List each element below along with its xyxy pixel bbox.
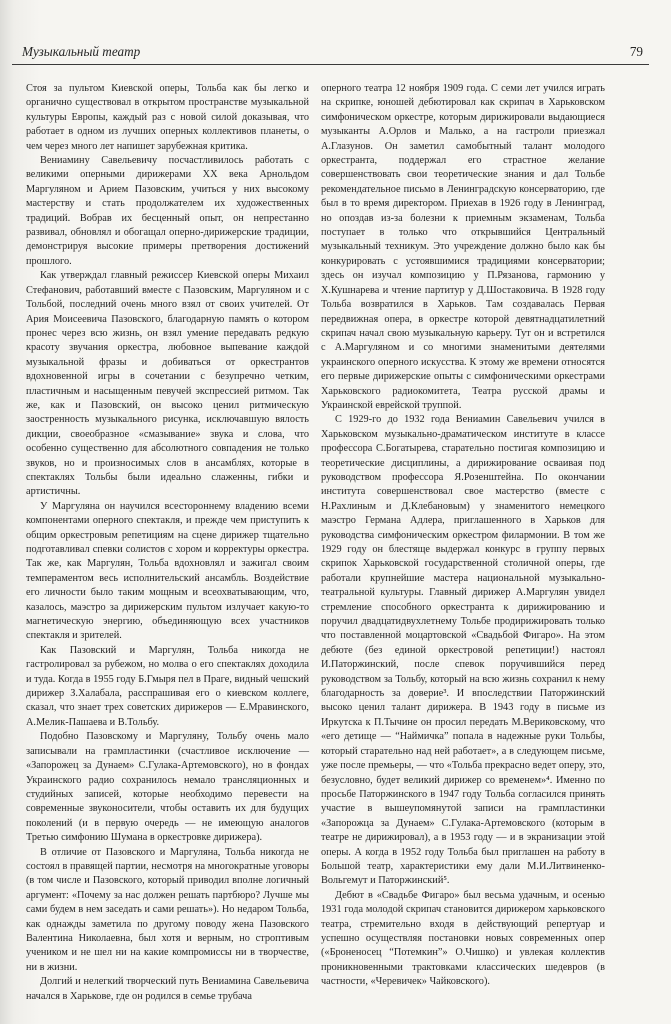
- right-text-column: [321, 82, 605, 990]
- paragraph: У Маргуляна он научился всестороннему владению всеми компонентами оперного спектакля, и прежде чем приступить к общим оркестровым репетициям на сцене дирижер тщательно подготавливал спевки солистов с хором и корректуры оркестра. Так же, как Маргулян, Тольба вдохновлял и зажигал своим темпераментом весь исполнительский ансамбль. Воздействие его личности было таким мощным и всеохватывающим, что, казалось, маэстро за дирижерским пультом излучает какую-то магнетическую энергию, объединяющую всех участников спектакля и зрителей.: [26, 500, 309, 642]
- paragraph: Вениамину Савельевичу посчастливилось работать с великими оперными дирижерами XX века Арнольдом Маргуляном и Арием Пазовским, учиться у них высокому мастерству и стать продолжателем их художественных традиций. Вобрав их бесценный опыт, он непрестанно развивал, обновлял и обогащал оперно-дирижерские традиции, демонстрируя высокие примеры претворения достижений прошлого.: [26, 155, 309, 267]
- paragraph: Долгий и нелегкий творческий путь Вениамина Савельевича начался в Харькове, где он родился в семье трубача: [26, 976, 309, 1002]
- header-divider: [12, 64, 649, 65]
- paragraph: оперного театра 12 ноября 1909 года. С семи лет учился играть на скрипке, юношей дебютировал как скрипач в Харьковском симфоническом оркестре, которым дирижировали выдающиеся музыканты А.Орлов и Малько, а на гастроли приезжал А.Глазунов. Он заметил самобытный талант молодого оркестранта, поддержал его страстное желание совершенствовать свои теоретические знания и дал Тольбе рекомендательное письмо в Ленинградскую консерваторию, где был в то время директором. Приехав в 1926 году в Ленинград, но опоздав из-за болезни к приемным экзаменам, Тольба поступает в только что открывшийся Центральный музыкальный техникум. Это учреждение должно было как бы конкурировать с устоявшимися традициями консерватории; здесь он изучал композицию у П.Рязанова, гармонию у Х.Кушнарева и чтение партитур у Д.Шостаковича. В 1928 году Тольба возвратился в Харьков. Там создавалась Первая передвижная опера, в оркестре которой девятнадцатилетний скрипач начал свою музыкальную карьеру. Тут он и встретился с А.Маргуляном и со многими знаменитыми деятелями украинского оперного искусства. К этому же времени относятся его первые дирижерские опыты с симфоническими оркестрами Харьковского радиокомитета, Театра русской драмы и Украинской еврейской труппой.: [321, 83, 605, 411]
- paragraph: Стоя за пультом Киевской оперы, Тольба как бы легко и органично существовал в открытом пространстве музыкальной культуры Европы, каждый раз с новой силой доказывая, что работает в одном из лучших оперных коллективов планеты, о чем через много лет напишет зарубежная критика.: [26, 83, 309, 152]
- page-number: 79: [629, 44, 643, 59]
- paragraph: Как Пазовский и Маргулян, Тольба никогда не гастролировал за рубежом, но молва о его спектаклях доходила и туда. Когда в 1955 году Б.Гмыря пел в Праге, видный чешский дирижер З.Халабала, расспрашивая его о киевском коллеге, сказал, что знает трех советских дирижеров — Е.Мравинского, А.Мелик-Пашаева и В.Тольбу.: [26, 644, 309, 728]
- section-title: Музыкальный театр: [22, 44, 141, 59]
- paragraph: Как утверждал главный режиссер Киевской оперы Михаил Стефанович, работавший вместе с Пазовским, Маргуляном и с Тольбой, последний очень много взял от своих учителей. От Ария Моисеевича Пазовского, благодарную память о котором пронес через всю жизнь, он взял умение передавать редкую красоту звучания оркестра, любовное выпевание каждой музыкальной фразы и добиваться от оркестрантов вдохновенной игры в сочетании с безупречно четким, пластичным и насыщенным певучей экспрессией ритмом. Так же, как и Пазовский, он высоко ценил ритмическую заостренность музыкального рисунка, исключавшую вялость дикции, своеобразное «смазывание» звука и слова, что особенно существенно для абсолютного совпадения не только звуков, но и произносимых слов в ансамблях, которые в спектаклях Тольбы были идеально слаженны, гибки и артистичны.: [26, 270, 309, 498]
- running-header: [12, 44, 649, 66]
- paragraph: С 1929-го до 1932 года Вениамин Савельевич учился в Харьковском музыкально-драматическом институте в классе профессора С.Богатырева, старательно постигая композицию и теоретические дисциплины, а дирижирование осваивая под руководством профессора Я.Розенштейна. По окончании института совершенствовал свое мастерство (вместе с Н.Рахлиным и Д.Клебановым) у знаменитого немецкого маэстро Германа Адлера, приглашенного в Харьков для руководства симфоническим оркестром филармонии. В том же 1929 году он блестяще выдержал конкурс в группу первых скрипок Харьковской государственной столичной оперы, где работали крупнейшие мастера национальной музыкально-театральной культуры. Главный дирижер А.Маргулян увидел стремление способного оркестранта к дирижированию и поручил двадцатидвухлетнему Тольбе продирижировать только что поставленной моцартовской «Свадьбой Фигаро». На этом дебюте (без единой оркестровой репетиции!) настоял И.Паторжинский, после спевок поручившийся перед руководством за Тольбу, который на всю жизнь сохранил к нему благодарность за доверие³. И впоследствии Паторжинский высоко ценил талант дирижера. В 1943 году в письме из Иркутска к П.Тычине он просил передать М.Вериковскому, что «его детище — “Наймичка” попала в надежные руки Тольбы, который старательно над ней работает», а в следующем письме, уже после премьеры, — что «Тольба прекрасно ведет оперу, это, безусловно, будет великий дирижер со временем»⁴. Именно по просьбе Паторжинского в 1947 году Тольба согласился принять участие в вышеупомянутой записи на грампластинки «Запорожца за Дунаем» С.Гулака-Артемовского (которым в театре не дирижировал), а в 1953 году — и в экранизации этой оперы. А когда в 1952 году Тольба был приглашен на работу в Большой театр, характеристики ему дали М.И.Литвиненко-Вольгемут и Паторжинский⁵.: [321, 414, 605, 887]
- paragraph: В отличие от Пазовского и Маргуляна, Тольба никогда не состоял в правящей партии, несмотря на многократные уговоры (в том числе и Пазовского, который приводил вполне логичный аргумент: «Почему за нас должен решать партбюро? Лучше мы сами будем в нем заседать и сами решать»). Но недаром Тольба, как однажды заметила по другому поводу жена Пазовского Валентина Николаевна, был хотя и верным, но строптивым учеником и не шел ни на какие компромиссы ни в творчестве, ни в жизни.: [26, 846, 309, 973]
- paragraph: Подобно Пазовскому и Маргуляну, Тольбу очень мало записывали на грампластинки (счастливое исключение — «Запорожец за Дунаем» С.Гулака-Артемовского), но в фондах Украинского радио сохранилось немало трансляционных и студийных записей, которые необходимо перевести на современные звуконосители, чтобы оставить их для будущих поколений (и в первую очередь — не имеющую аналогов Третью симфонию Шумана в оркестровке дирижера).: [26, 731, 309, 844]
- paragraph: Дебют в «Свадьбе Фигаро» был весьма удачным, и осенью 1931 года молодой скрипач становится дирижером харьковского театра, стремительно входя в действующий репертуар и успешно осуществляя постановки новых современных опер («Броненосец “Потемкин”» О.Чишко) и увлекая коллектив проникновенными трактовками классических шедевров (в частности, «Черевичек» Чайковского).: [321, 889, 605, 988]
- left-text-column: [26, 82, 309, 1004]
